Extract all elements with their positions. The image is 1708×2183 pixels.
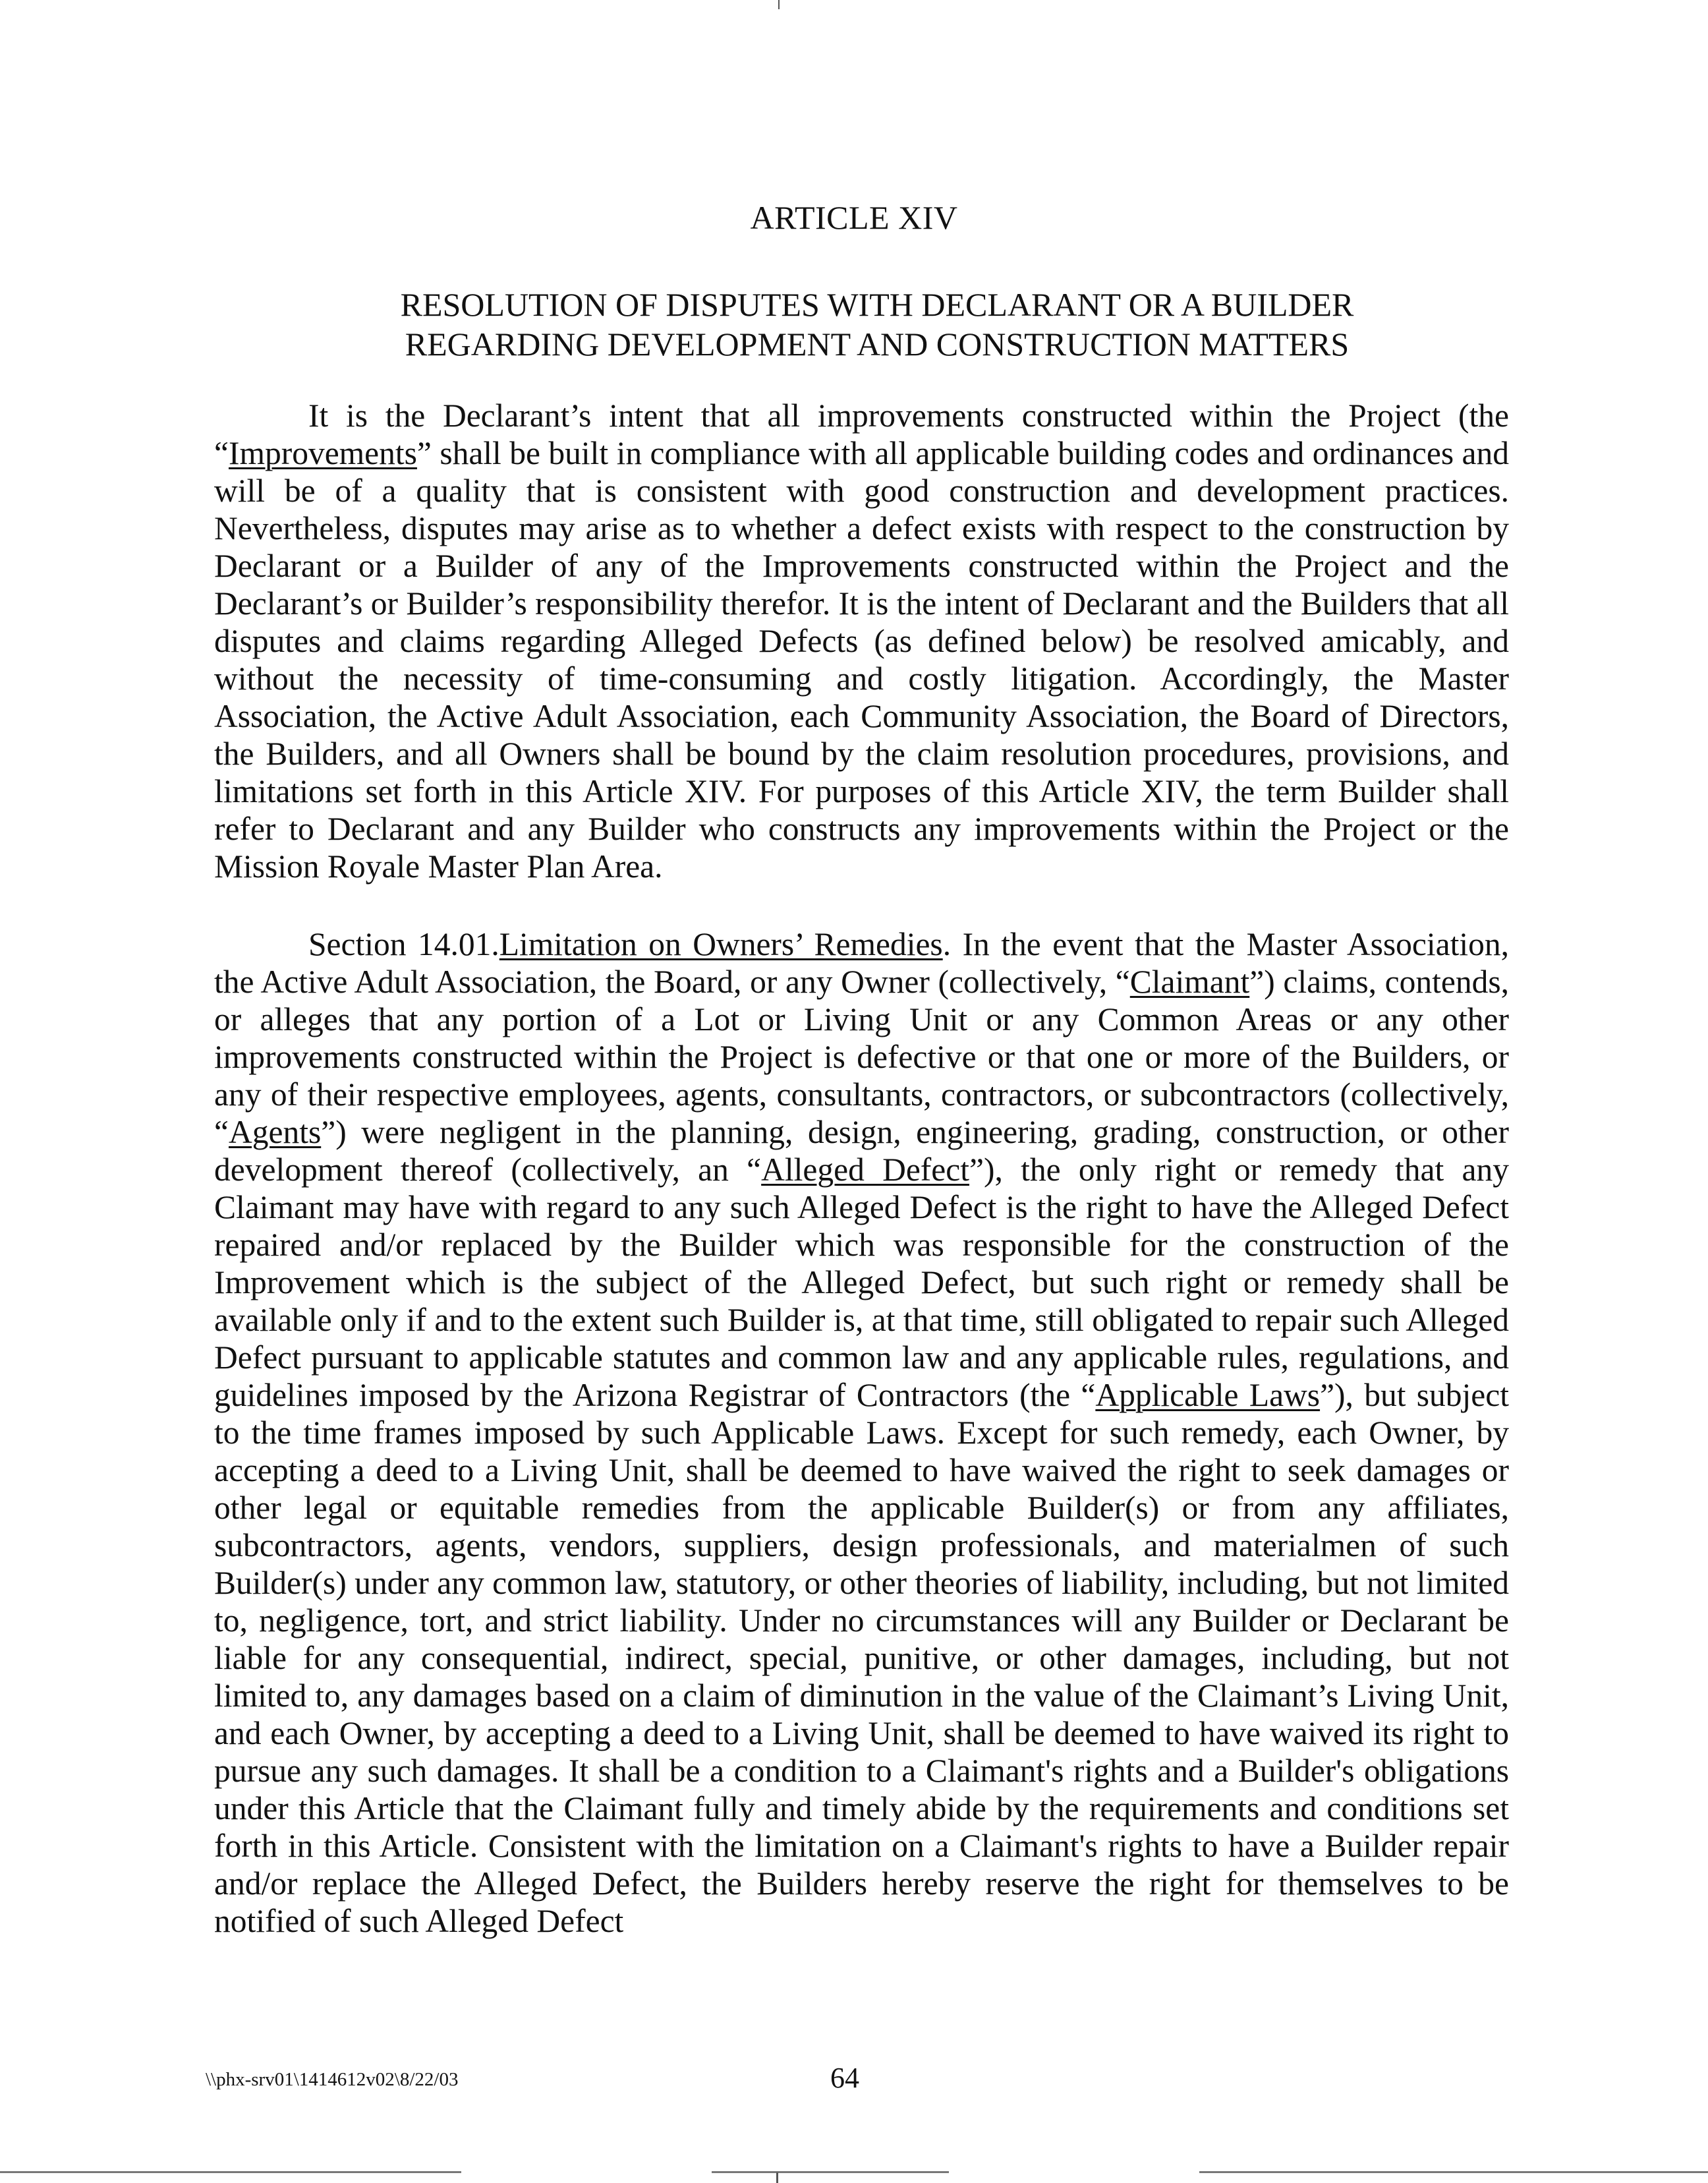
section-text-3: ”) were negligent in the planning, design, engineering, grading, construction, or other development thereof (collectively, an “	[214, 1114, 1509, 1188]
defined-term-alleged-defect: Alleged Defect	[761, 1151, 969, 1188]
scan-edge-line-right	[1199, 2171, 1708, 2173]
scan-edge-line-middle	[712, 2171, 949, 2173]
page-number: 64	[830, 2062, 859, 2094]
defined-term-claimant: Claimant	[1129, 964, 1250, 1000]
article-number: ARTICLE XIV	[750, 199, 958, 236]
section-text-2: ”) claims, contends, or alleges that any portion of a Lot or Living Unit or any Common Areas or any other improvements constructed within the Project is defective or that one or more of the Builders, or any of their respective employees, agents, consultants, contractors, or subcontractors (collectively, “	[214, 964, 1509, 1150]
section-text-5: ”), but subject to the time frames imposed by such Applicable Laws. Except for such remedy, each Owner, by accepting a deed to a Living Unit, shall be deemed to have waived the right to seek damages or other legal or equitable remedies from the applicable Builder(s) or from any affiliates, subcontractors, agents, vendors, suppliers, design professionals, and materialmen of such Builder(s) under any common law, statutory, or other theories of liability, including, but not limited to, negligence, tort, and strict liability. Under no circumstances will any Builder or Declarant be liable for any consequential, indirect, special, punitive, or other damages, including, but not limited to, any damages based on a claim of diminution in the value of the Claimant’s Living Unit, and each Owner, by accepting a deed to a Living Unit, shall be deemed to have waived its right to pursue any such damages. It shall be a condition to a Claimant's rights and a Builder's obligations under this Article that the Claimant fully and timely abide by the requirements and conditions set forth in this Article. Consistent with the limitation on a Claimant's rights to have a Builder repair and/or replace the Alleged Defect, the Builders hereby reserve the right for themselves to be notified of such Alleged Defect	[214, 1377, 1510, 1939]
article-title	[264, 285, 1491, 364]
defined-term-applicable-laws: Applicable Laws	[1095, 1377, 1321, 1413]
scan-mark-top	[778, 0, 780, 9]
article-title-line-2: REGARDING DEVELOPMENT AND CONSTRUCTION MATTERS	[405, 326, 1350, 363]
scan-edge-line-left	[0, 2171, 461, 2173]
section-text-4: ”), the only right or remedy that any Claimant may have with regard to any such Alleged Defect is the right to have the Alleged Defect repaired and/or replaced by the Builder which was responsible for the construction of the Improvement which is the subject of the Alleged Defect, but such right or remedy shall be available only if and to the extent such Builder is, at that time, still obligated to repair such Alleged Defect pursuant to applicable statutes and common law and any applicable rules, regulations, and guidelines imposed by the Arizona Registrar of Contractors (the “	[214, 1151, 1509, 1413]
section-14-01-paragraph	[214, 925, 1509, 1940]
section-text-1: . In the event that the Master Association, the Active Adult Association, the Board, or any Owner (collectively, “	[214, 926, 1509, 1000]
defined-term-improvements: Improvements	[228, 435, 417, 471]
section-heading: Limitation on Owners’ Remedies	[499, 926, 943, 962]
intro-text-2: ” shall be built in compliance with all applicable building codes and ordinances and will be of a quality that is consistent with good construction and development practices. Nevertheless, disputes may arise as to whether a defect exists with respect to the construction by Declarant or a Builder of any of the Improvements constructed within the Project and the Declarant’s or Builder’s responsibility therefor. It is the intent of Declarant and the Builders that all disputes and claims regarding Alleged Defects (as defined below) be resolved amicably, and without the necessity of time-consuming and costly litigation. Accordingly, the Master Association, the Active Adult Association, each Community Association, the Board of Directors, the Builders, and all Owners shall be bound by the claim resolution procedures, provisions, and limitations set forth in this Article XIV. For purposes of this Article XIV, the term Builder shall refer to Declarant and any Builder who constructs any improvements within the Project or the Mission Royale Master Plan Area.	[214, 435, 1509, 885]
scan-mark-bottom	[776, 2172, 778, 2183]
defined-term-agents: Agents	[228, 1114, 322, 1150]
section-number: Section 14.01.	[308, 926, 499, 962]
article-title-line-1: RESOLUTION OF DISPUTES WITH DECLARANT OR A BUILDER	[400, 286, 1354, 323]
intro-text-1: It is the Declarant’s intent that all improvements constructed within the Project (the “	[214, 397, 1509, 471]
footer-document-path: \\phx-srv01\1414612v02\8/22/03	[206, 2069, 459, 2090]
intro-paragraph	[214, 397, 1509, 885]
